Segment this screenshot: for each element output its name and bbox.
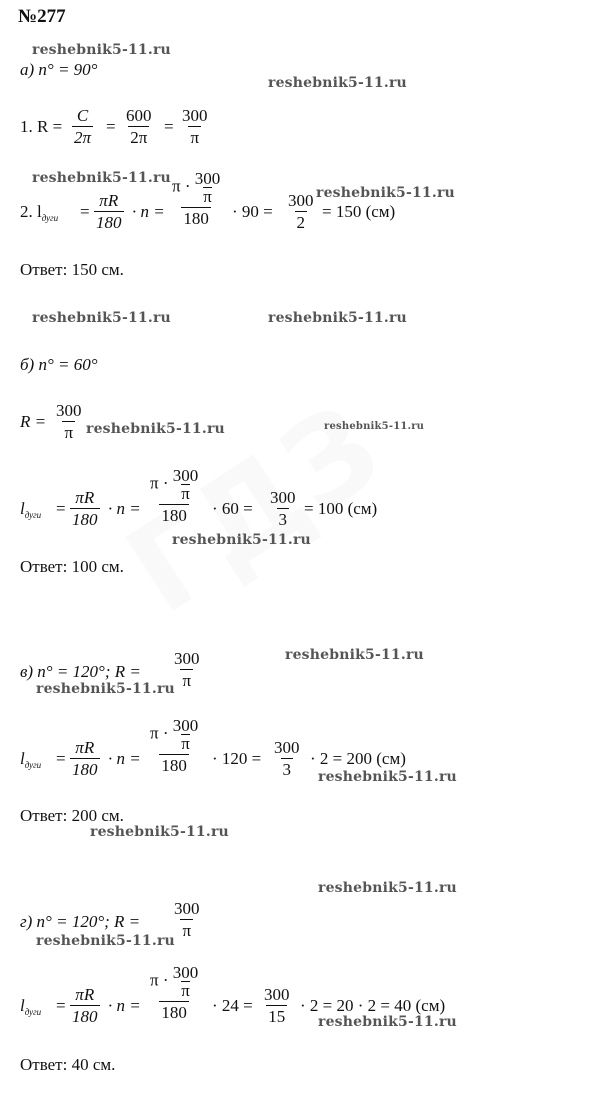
watermark: reshebnik5-11.ru <box>318 880 457 896</box>
fraction: π · $\frac{300}{\pi}$ 180 <box>172 169 221 228</box>
watermark: reshebnik5-11.ru <box>172 532 311 548</box>
fraction: $\frac{600}{2\pi}$ <box>126 106 152 147</box>
part-v-result: · 2 = 200 (см) <box>310 749 406 768</box>
fraction: $\frac{300}{\pi}$ <box>182 106 208 147</box>
fraction: $\frac{300}{3}$ <box>270 488 296 529</box>
watermark: reshebnik5-11.ru <box>90 824 229 840</box>
part-b-condition: б) n° = 60° <box>20 355 98 374</box>
part-g-answer: Ответ: 40 см. <box>20 1055 116 1074</box>
fraction: $\frac{300}{2}$ <box>288 191 314 232</box>
watermark: reshebnik5-11.ru <box>32 310 171 326</box>
fraction: $\frac{300}{3}$ <box>274 738 300 779</box>
watermark: reshebnik5-11.ru <box>268 310 407 326</box>
watermark: reshebnik5-11.ru <box>86 421 225 437</box>
part-b-answer: Ответ: 100 см. <box>20 557 124 576</box>
part-a-step2-prefix: 2. $l_{дуги}$ <box>20 202 59 223</box>
part-v-answer: Ответ: 200 см. <box>20 806 124 825</box>
fraction: $\frac{300}{\pi}$ <box>174 649 200 690</box>
fraction: $\frac{300}{\pi}$ <box>174 899 200 940</box>
part-g-l: $l_{дуги}$ <box>20 996 42 1017</box>
part-a-step1-prefix: 1. R = <box>20 117 63 136</box>
fraction: π · $\frac{300}{\pi}$ 180 <box>150 716 199 775</box>
watermark: reshebnik5-11.ru <box>32 42 171 58</box>
watermark: reshebnik5-11.ru <box>318 1014 457 1030</box>
watermark: reshebnik5-11.ru <box>318 769 457 785</box>
part-g-condition: г) n° = 120°; R = <box>20 912 141 931</box>
watermark: reshebnik5-11.ru <box>32 170 171 186</box>
watermark: reshebnik5-11.ru <box>285 647 424 663</box>
part-b-l: $l_{дуги}$ <box>20 499 42 520</box>
problem-number: №277 <box>18 6 66 27</box>
part-a-answer: Ответ: 150 см. <box>20 260 124 279</box>
fraction: $\frac{\pi R}{180}$ <box>96 191 122 232</box>
part-v-condition: в) n° = 120°; R = <box>20 662 141 681</box>
part-a-condition: а) n° = 90° <box>20 60 98 79</box>
fraction: $\frac{C}{2\pi}$ <box>74 106 92 147</box>
part-a-result: = 150 (см) <box>322 202 396 221</box>
fraction: $\frac{300}{15}$ <box>264 985 290 1026</box>
part-v-l: $l_{дуги}$ <box>20 749 42 770</box>
fraction: $\frac{\pi R}{180}$ <box>72 985 98 1026</box>
fraction: π · $\frac{300}{\pi}$ 180 <box>150 963 199 1022</box>
part-b-result: = 100 (см) <box>304 499 378 518</box>
watermark: reshebnik5-11.ru <box>36 933 175 949</box>
fraction: $\frac{\pi R}{180}$ <box>72 488 98 529</box>
fraction: $\frac{300}{\pi}$ <box>56 401 82 442</box>
watermark: reshebnik5-11.ru <box>36 681 175 697</box>
watermark: reshebnik5-11.ru <box>316 185 455 201</box>
watermark: reshebnik5-11.ru <box>324 421 425 432</box>
part-g-result: · 2 = 20 · 2 = 40 (см) <box>300 996 446 1015</box>
part-b-r-prefix: R = <box>20 412 47 431</box>
watermark: reshebnik5-11.ru <box>268 75 407 91</box>
fraction: π · $\frac{300}{\pi}$ 180 <box>150 466 199 525</box>
fraction: $\frac{\pi R}{180}$ <box>72 738 98 779</box>
